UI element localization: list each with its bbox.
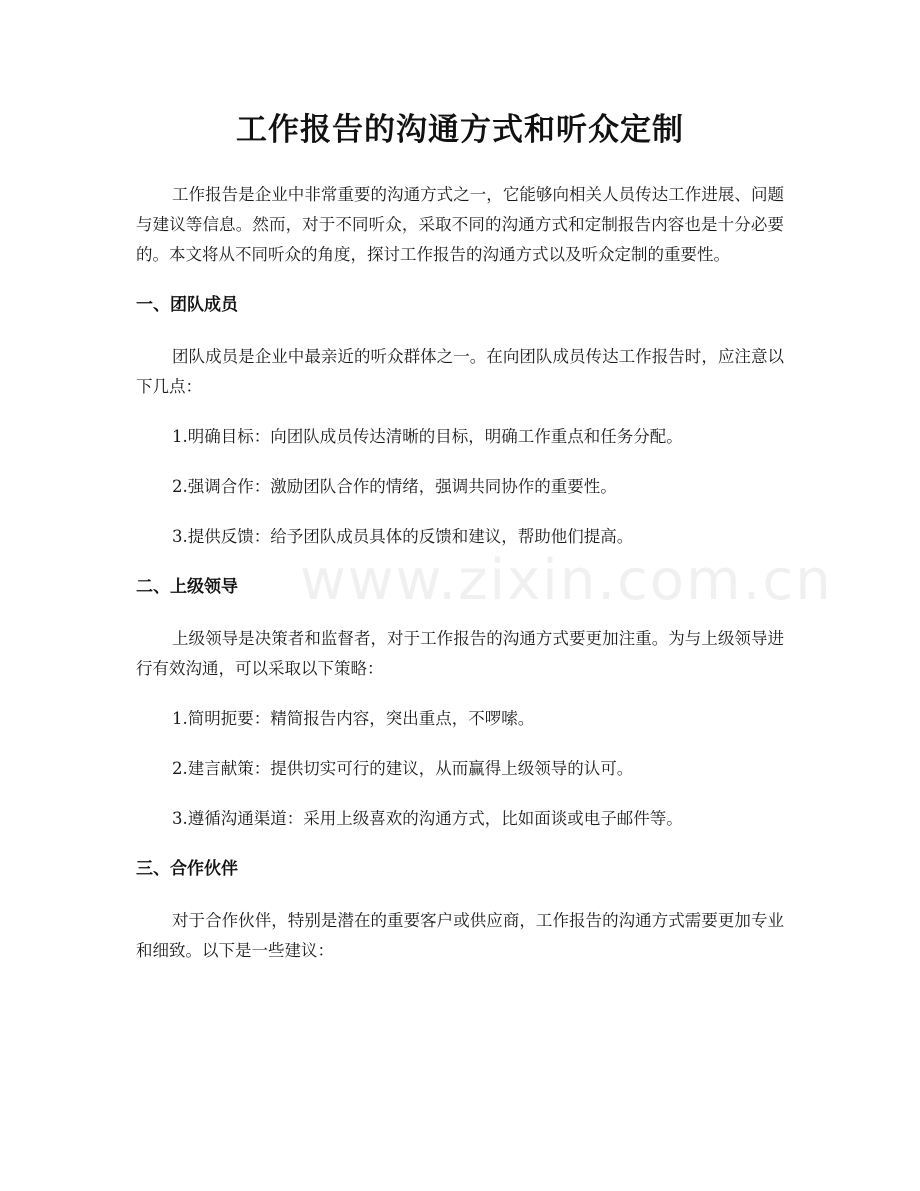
document-body [136, 180, 784, 986]
list-item: 2.建言献策：提供切实可行的建议，从而赢得上级领导的认可。 [172, 759, 634, 778]
section-heading: 三、合作伙伴 [136, 859, 238, 879]
section-partners [136, 854, 784, 966]
section-heading: 二、上级领导 [136, 577, 238, 597]
list-item: 1.简明扼要：精简报告内容，突出重点，不啰嗦。 [172, 709, 535, 728]
document-title: 工作报告的沟通方式和听众定制 [236, 112, 684, 148]
list-item: 1.明确目标：向团队成员传达清晰的目标，明确工作重点和任务分配。 [172, 427, 683, 446]
list-item: 2.强调合作：激励团队合作的情绪，强调共同协作的重要性。 [172, 477, 617, 496]
section-intro-paragraph: 上级领导是决策者和监督者，对于工作报告的沟通方式要更加注重。为与上级领导进行有效沟通，可以采取以下策略： [136, 629, 784, 678]
intro-paragraph: 工作报告是企业中非常重要的沟通方式之一，它能够向相关人员传达工作进展、问题与建议等信息。然而，对于不同听众，采取不同的沟通方式和定制报告内容也是十分必要的。本文将从不同听众的角度，探讨工作报告的沟通方式以及听众定制的重要性。 [136, 185, 784, 264]
section-intro-paragraph: 团队成员是企业中最亲近的听众群体之一。在向团队成员传达工作报告时，应注意以下几点： [136, 347, 784, 396]
list-item: 3.遵循沟通渠道：采用上级喜欢的沟通方式，比如面谈或电子邮件等。 [172, 809, 683, 828]
list-item: 3.提供反馈：给予团队成员具体的反馈和建议，帮助他们提高。 [172, 527, 634, 546]
section-intro-paragraph: 对于合作伙伴，特别是潜在的重要客户或供应商，工作报告的沟通方式需要更加专业和细致。以下是一些建议： [136, 911, 784, 960]
section-superiors [136, 572, 784, 834]
watermark: www.zixin.com.cn [300, 548, 833, 613]
section-heading: 一、团队成员 [136, 295, 238, 315]
section-team-members [136, 290, 784, 552]
